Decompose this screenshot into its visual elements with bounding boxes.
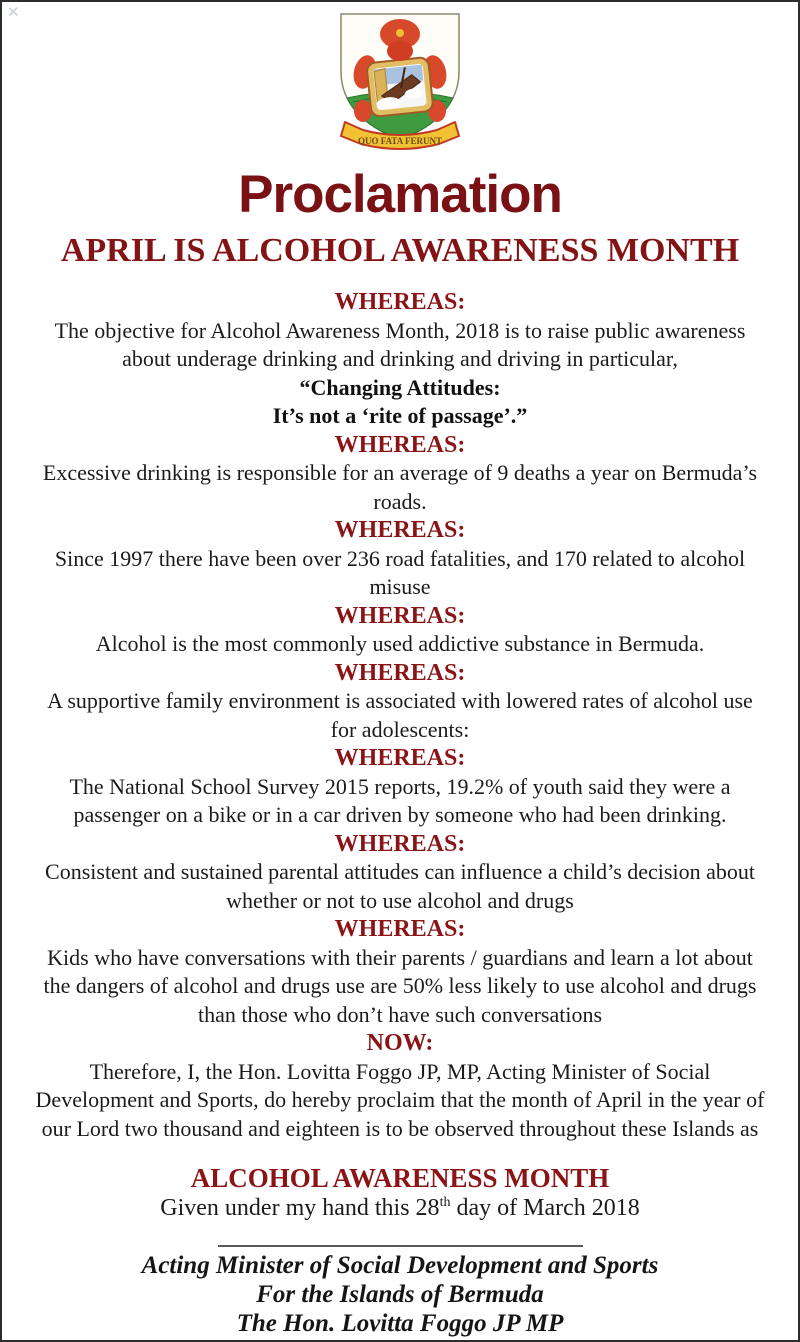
proclamation-section (22, 830, 778, 916)
section-heading: WHEREAS: (334, 431, 466, 458)
proclamation-section (22, 744, 778, 830)
bermuda-crest-graphic (321, 10, 479, 158)
section-line: Alcohol is the most commonly used addictive substance in Bermuda. (95, 631, 705, 656)
section-heading: WHEREAS: (334, 517, 466, 543)
given-date-line (2, 1193, 798, 1223)
proclamation-section (22, 915, 778, 1029)
section-line: our Lord two thousand and eighteen is to be observed throughout these Islands as (41, 1115, 759, 1141)
proclamation-body (22, 288, 778, 1143)
section-line: the dangers of alcohol and drugs use are 50% less likely to use alcohol and drugs (43, 973, 757, 998)
proclamation-section (22, 602, 778, 659)
section-line: about underage drinking and drinking and driving in particular, (122, 346, 678, 371)
proclamation-section-now (22, 1029, 778, 1143)
section-line: than those who don’t have such conversations (197, 1001, 603, 1027)
given-date-ordinal: th (439, 1195, 451, 1210)
section-heading: WHEREAS: (334, 602, 466, 629)
section-heading: WHEREAS: (334, 916, 466, 942)
proclamation-section (22, 516, 778, 602)
coat-of-arms (2, 2, 798, 158)
theme-quote-line: It’s not a ‘rite of passage’.” (272, 403, 528, 428)
section-line: The National School Survey 2015 reports, 19.2% of youth said they were a (69, 773, 731, 799)
section-heading: WHEREAS: (334, 745, 466, 771)
given-date-suffix: day of March 2018 (450, 1195, 640, 1221)
section-line: Excessive drinking is responsible for an average of 9 deaths a year on Bermuda’s (42, 460, 758, 485)
section-heading: WHEREAS: (334, 289, 466, 315)
proclamation-section (22, 431, 778, 517)
given-date-prefix: Given under my hand this 28 (160, 1195, 440, 1221)
section-heading: NOW: (366, 1030, 434, 1056)
proclamation-section (22, 288, 778, 431)
section-line: passenger on a bike or in a car driven by someone who had been drinking. (73, 802, 727, 827)
section-line: misuse (369, 574, 431, 599)
section-line: whether or not to use alcohol and drugs (226, 887, 574, 913)
section-line: Since 1997 there have been over 236 road fatalities, and 170 related to alcohol (54, 545, 746, 571)
theme-quote-line: “Changing Attitudes: (299, 374, 501, 400)
section-heading: WHEREAS: (334, 830, 466, 857)
page-title: Proclamation (238, 165, 562, 224)
broken-image-icon: ✕ (7, 4, 20, 21)
section-line: Consistent and sustained parental attitudes can influence a child’s decision about (45, 859, 755, 884)
crest-lion-claw-left (354, 100, 372, 122)
section-line: Therefore, I, the Hon. Lovitta Foggo JP, MP, Acting Minister of Social (89, 1058, 711, 1084)
proclamation-section (22, 659, 778, 745)
signature-line (218, 1245, 583, 1247)
section-line: The objective for Alcohol Awareness Month, 2018 is to raise public awareness (54, 317, 746, 343)
section-line: for adolescents: (330, 716, 470, 742)
signature-block (2, 1245, 798, 1338)
crest-motto-text: QUO FATA FERUNT (357, 136, 443, 146)
page-subtitle: APRIL IS ALCOHOL AWARENESS MONTH (60, 232, 740, 269)
month-declaration: ALCOHOL AWARENESS MONTH (190, 1163, 610, 1193)
section-line: roads. (373, 488, 427, 514)
crest-cartouche (366, 57, 433, 117)
signature-name: The Hon. Lovitta Foggo JP MP (236, 1310, 564, 1337)
section-heading: WHEREAS: (334, 659, 466, 686)
section-line: Kids who have conversations with their parents / guardians and learn a lot about (47, 944, 753, 970)
signature-role: Acting Minister of Social Development and Sports (141, 1252, 659, 1279)
section-line: Development and Sports, do hereby proclaim that the month of April in the year of (35, 1087, 765, 1112)
section-line: A supportive family environment is associated with lowered rates of alcohol use (47, 688, 753, 713)
signature-jurisdiction: For the Islands of Bermuda (256, 1281, 544, 1308)
